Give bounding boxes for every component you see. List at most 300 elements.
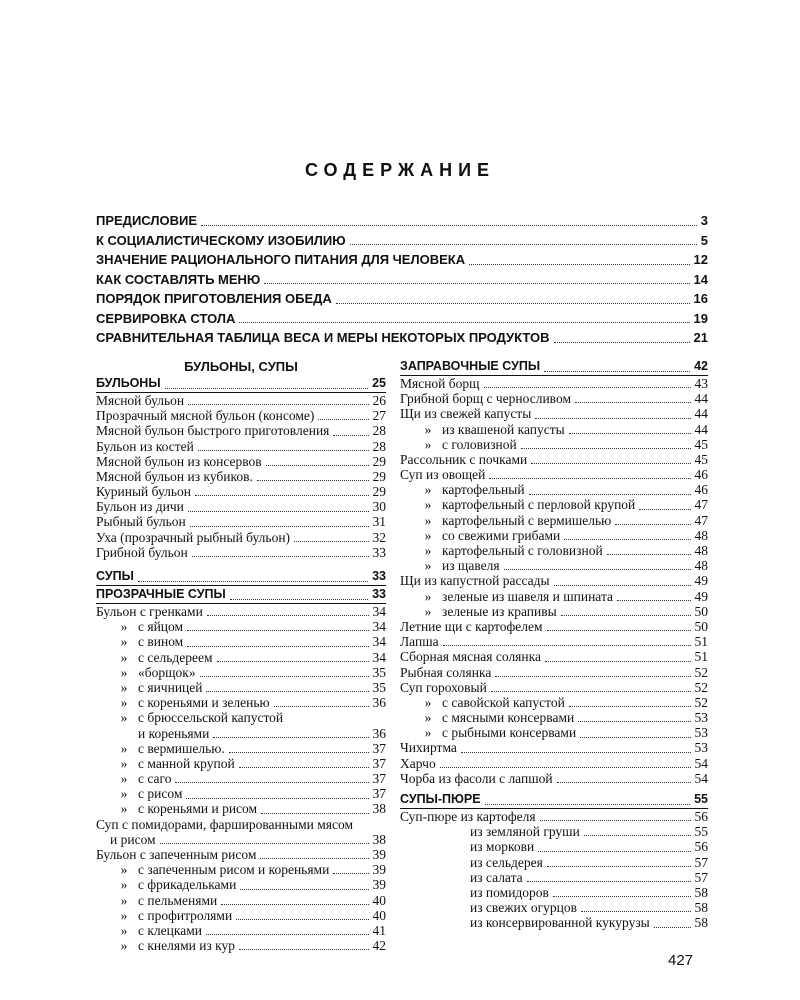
toc-entry-title: ПОРЯДОК ПРИГОТОВЛЕНИЯ ОБЕДА bbox=[96, 291, 332, 306]
ditto-mark: » bbox=[424, 512, 432, 528]
dot-leader bbox=[206, 934, 369, 935]
toc-entry-title: с пельменями bbox=[138, 892, 218, 908]
toc-entry bbox=[96, 604, 386, 619]
toc-entry-title: с рисом bbox=[138, 786, 183, 802]
toc-entry-page: 35 bbox=[372, 664, 386, 680]
dot-leader bbox=[554, 342, 690, 343]
ditto-mark: » bbox=[424, 421, 432, 437]
toc-entry bbox=[96, 893, 386, 908]
toc-entry-title: из щавеля bbox=[442, 558, 500, 574]
dot-leader bbox=[440, 767, 691, 768]
toc-entry bbox=[400, 391, 708, 406]
dot-leader bbox=[200, 676, 369, 677]
toc-main-entry bbox=[96, 309, 708, 329]
toc-entry-title: зеленые из крапивы bbox=[442, 603, 557, 619]
toc-entry-title: с профитролями bbox=[138, 907, 233, 923]
toc-entry bbox=[400, 513, 708, 528]
toc-entry-title: «борщок» bbox=[138, 664, 196, 680]
toc-entry-page: 46 bbox=[694, 482, 708, 498]
dot-leader bbox=[318, 419, 368, 420]
toc-main-list bbox=[96, 211, 708, 348]
toc-entry-title: и кореньями bbox=[138, 725, 210, 741]
toc-entry-title: Мясной бульон из кубиков. bbox=[96, 468, 253, 484]
ditto-mark: » bbox=[424, 558, 432, 574]
toc-entry bbox=[400, 634, 708, 649]
toc-entry-title: с яйцом bbox=[138, 619, 184, 635]
toc-entry-page: 46 bbox=[694, 467, 708, 483]
toc-entry-page: 55 bbox=[694, 792, 708, 807]
toc-entry bbox=[400, 741, 708, 756]
dot-leader bbox=[607, 554, 691, 555]
dot-leader bbox=[581, 911, 690, 912]
toc-entry-title: картофельный с перловой крупой bbox=[442, 497, 636, 513]
toc-entry-page: 49 bbox=[694, 573, 708, 589]
toc-entry-page: 53 bbox=[694, 740, 708, 756]
ditto-mark: » bbox=[120, 755, 128, 771]
toc-entry bbox=[400, 543, 708, 558]
toc-entry-title: Чорба из фасоли с лапшой bbox=[400, 770, 553, 786]
toc-entry-title: с головизной bbox=[442, 436, 517, 452]
toc-entry bbox=[96, 393, 386, 408]
toc-entry-page: 36 bbox=[372, 725, 386, 741]
toc-entry-page: 21 bbox=[693, 330, 708, 345]
ditto-mark: » bbox=[424, 482, 432, 498]
toc-entry-page: 50 bbox=[694, 618, 708, 634]
toc-entry bbox=[96, 832, 386, 847]
dot-leader bbox=[485, 804, 691, 805]
dot-leader bbox=[654, 927, 691, 928]
dot-leader bbox=[138, 581, 368, 582]
toc-entry-page: 14 bbox=[693, 271, 708, 287]
dot-leader bbox=[266, 465, 369, 466]
toc-entry-page: 49 bbox=[694, 588, 708, 604]
toc-entry-title: БУЛЬОНЫ bbox=[96, 376, 161, 390]
toc-entry-page: 45 bbox=[694, 436, 708, 452]
toc-entry-page: 41 bbox=[372, 922, 386, 938]
toc-entry-page: 39 bbox=[372, 877, 386, 893]
dot-leader bbox=[201, 225, 697, 226]
toc-entry bbox=[400, 839, 708, 854]
toc-entry-page: 48 bbox=[694, 558, 708, 574]
toc-entry-page: 26 bbox=[372, 392, 386, 408]
toc-entry bbox=[96, 726, 386, 741]
toc-entry-title: с савойской капустой bbox=[442, 694, 565, 710]
toc-entry-page: 37 bbox=[372, 786, 386, 802]
toc-right-column bbox=[400, 358, 708, 931]
toc-entry-title: Сборная мясная солянка bbox=[400, 649, 541, 665]
dot-leader bbox=[294, 541, 368, 542]
dot-leader bbox=[521, 448, 691, 449]
dot-leader bbox=[584, 835, 691, 836]
toc-entry-page: 51 bbox=[694, 634, 708, 650]
dot-leader bbox=[165, 388, 369, 389]
dot-leader bbox=[569, 706, 691, 707]
toc-entry bbox=[96, 619, 386, 634]
ditto-mark: » bbox=[120, 619, 128, 635]
toc-entry-page: 42 bbox=[694, 359, 708, 373]
toc-entry bbox=[96, 877, 386, 892]
dot-leader bbox=[188, 511, 369, 512]
toc-entry-title: Бульон из дичи bbox=[96, 499, 184, 515]
dot-leader bbox=[187, 646, 368, 647]
toc-entry-title: К СОЦИАЛИСТИЧЕСКОМУ ИЗОБИЛИЮ bbox=[96, 232, 346, 248]
dot-leader bbox=[190, 526, 369, 527]
toc-entry bbox=[96, 423, 386, 438]
toc-entry bbox=[96, 439, 386, 454]
toc-entry-title: с кореньями и рисом bbox=[138, 801, 258, 817]
toc-entry-page: 44 bbox=[694, 406, 708, 422]
section-title: БУЛЬОНЫ, СУПЫ bbox=[184, 359, 298, 374]
dot-leader bbox=[264, 283, 689, 284]
toc-entry-title: с рыбными консервами bbox=[442, 725, 577, 741]
dot-leader bbox=[186, 798, 368, 799]
dot-leader bbox=[274, 706, 369, 707]
dot-leader bbox=[484, 387, 691, 388]
dot-leader bbox=[206, 691, 368, 692]
page-title: СОДЕРЖАНИЕ bbox=[304, 160, 496, 180]
toc-entry-page: 43 bbox=[694, 375, 708, 391]
toc-entry-title: Мясной бульон быстрого приготовления bbox=[96, 423, 330, 439]
toc-entry-line bbox=[96, 710, 386, 725]
toc-entry bbox=[400, 452, 708, 467]
toc-entry bbox=[400, 665, 708, 680]
toc-entry-title: СУПЫ bbox=[96, 569, 134, 584]
toc-entry-title: Щи из свежей капусты bbox=[400, 406, 532, 422]
dot-leader bbox=[240, 889, 368, 890]
toc-entry bbox=[96, 862, 386, 877]
dot-leader bbox=[221, 904, 368, 905]
ditto-mark: » bbox=[120, 907, 128, 923]
toc-entry bbox=[400, 771, 708, 786]
ditto-mark: » bbox=[424, 543, 432, 559]
toc-entry-title: СРАВНИТЕЛЬНАЯ ТАБЛИЦА ВЕСА И МЕРЫ НЕКОТОРЫХ ПРОДУКТОВ bbox=[96, 330, 550, 345]
toc-entry bbox=[400, 725, 708, 740]
dot-leader bbox=[239, 767, 369, 768]
section-heading bbox=[400, 791, 708, 809]
dot-leader bbox=[336, 303, 690, 304]
ditto-mark: » bbox=[424, 436, 432, 452]
toc-entry-page: 37 bbox=[372, 771, 386, 787]
ditto-mark: » bbox=[424, 710, 432, 726]
ditto-mark: » bbox=[120, 786, 128, 802]
toc-entry-title: Рассольник с почками bbox=[400, 451, 528, 467]
toc-entry bbox=[400, 870, 708, 885]
toc-entry-page: 52 bbox=[694, 664, 708, 680]
toc-entry-title: Куриный бульон bbox=[96, 484, 191, 500]
toc-entry bbox=[400, 573, 708, 588]
toc-entry-title: картофельный с головизной bbox=[442, 543, 603, 559]
toc-entry-title: и рисом bbox=[110, 831, 156, 847]
ditto-mark: » bbox=[424, 588, 432, 604]
dot-leader bbox=[187, 630, 368, 631]
dot-leader bbox=[188, 404, 368, 405]
toc-entry-page: 53 bbox=[694, 710, 708, 726]
section-heading bbox=[96, 568, 386, 586]
toc-entry-title: Уха (прозрачный рыбный бульон) bbox=[96, 529, 291, 545]
dot-leader bbox=[553, 896, 691, 897]
dot-leader bbox=[615, 524, 690, 525]
toc-entry-page: 37 bbox=[372, 755, 386, 771]
toc-entry-page: 19 bbox=[693, 310, 708, 326]
toc-entry bbox=[96, 680, 386, 695]
toc-entry-page: 34 bbox=[372, 604, 386, 620]
dot-leader bbox=[561, 615, 691, 616]
toc-entry-title: Щи из капустной рассады bbox=[400, 573, 550, 589]
dot-leader bbox=[531, 463, 690, 464]
toc-entry-page: 58 bbox=[694, 900, 708, 916]
toc-entry-title: ПРЕДИСЛОВИЕ bbox=[96, 213, 197, 228]
toc-entry-page: 47 bbox=[694, 512, 708, 528]
toc-entry bbox=[96, 802, 386, 817]
dot-leader bbox=[578, 721, 690, 722]
toc-entry-page: 52 bbox=[694, 694, 708, 710]
toc-entry-title: Грибной борщ с черносливом bbox=[400, 391, 571, 407]
toc-entry-page: 50 bbox=[694, 603, 708, 619]
toc-entry bbox=[400, 604, 708, 619]
ditto-mark: » bbox=[424, 603, 432, 619]
dot-leader bbox=[260, 858, 368, 859]
toc-entry-title: с вином bbox=[138, 634, 184, 650]
toc-entry-title: зеленые из шавеля и шпината bbox=[442, 588, 614, 604]
toc-entry-page: 54 bbox=[694, 755, 708, 771]
toc-entry bbox=[400, 619, 708, 634]
toc-entry-page: 57 bbox=[694, 854, 708, 870]
toc-entry-page: 39 bbox=[372, 847, 386, 863]
toc-entry-title: с вермишелью. bbox=[138, 740, 225, 756]
toc-main-entry bbox=[96, 328, 708, 348]
toc-entry-title: ПРОЗРАЧНЫЕ СУПЫ bbox=[96, 587, 226, 602]
toc-entry-page: 29 bbox=[372, 468, 386, 484]
dot-leader bbox=[195, 495, 369, 496]
ditto-mark: » bbox=[120, 862, 128, 878]
dot-leader bbox=[217, 661, 369, 662]
toc-entry bbox=[400, 467, 708, 482]
toc-entry bbox=[400, 900, 708, 915]
toc-entry-title: с сельдереем bbox=[138, 649, 213, 665]
toc-entry-title: из консервированной кукурузы bbox=[470, 915, 650, 931]
toc-entry-page: 36 bbox=[372, 695, 386, 711]
toc-entry-title: из земляной груши bbox=[470, 824, 580, 840]
dot-leader bbox=[350, 244, 697, 245]
toc-entry bbox=[96, 515, 386, 530]
toc-entry-page: 55 bbox=[694, 824, 708, 840]
dot-leader bbox=[333, 873, 368, 874]
ditto-mark: » bbox=[120, 938, 128, 954]
dot-leader bbox=[213, 737, 368, 738]
toc-entry bbox=[400, 589, 708, 604]
ditto-mark: » bbox=[120, 801, 128, 817]
toc-entry-page: 5 bbox=[700, 232, 708, 248]
toc-entry bbox=[400, 680, 708, 695]
toc-entry bbox=[400, 649, 708, 664]
toc-entry-page: 37 bbox=[372, 740, 386, 756]
toc-entry bbox=[400, 528, 708, 543]
ditto-mark: » bbox=[120, 892, 128, 908]
dot-leader bbox=[575, 402, 691, 403]
dot-leader bbox=[469, 264, 689, 265]
toc-entry-page: 31 bbox=[372, 514, 386, 530]
toc-entry-title: СУПЫ-ПЮРЕ bbox=[400, 792, 481, 807]
toc-entry-page: 30 bbox=[372, 499, 386, 515]
dot-leader bbox=[495, 676, 690, 677]
dot-leader bbox=[538, 851, 690, 852]
toc-entry-page: 32 bbox=[372, 529, 386, 545]
dot-leader bbox=[540, 820, 691, 821]
dot-leader bbox=[239, 949, 368, 950]
toc-main-entry bbox=[96, 211, 708, 231]
dot-leader bbox=[443, 645, 691, 646]
toc-entry bbox=[96, 786, 386, 801]
section-heading bbox=[96, 375, 386, 393]
toc-entry-title: Суп-пюре из картофеля bbox=[400, 809, 536, 825]
dot-leader bbox=[547, 866, 691, 867]
ditto-mark: » bbox=[120, 664, 128, 680]
toc-entry bbox=[96, 908, 386, 923]
toc-main-entry bbox=[96, 289, 708, 309]
ditto-mark: » bbox=[120, 710, 128, 726]
dot-leader bbox=[230, 599, 368, 600]
toc-entry-title: со свежими грибами bbox=[442, 527, 561, 543]
ditto-mark: » bbox=[120, 649, 128, 665]
ditto-mark: » bbox=[120, 634, 128, 650]
dot-leader bbox=[229, 752, 369, 753]
toc-entry bbox=[96, 665, 386, 680]
toc-entry-page: 45 bbox=[694, 451, 708, 467]
toc-entry-page: 34 bbox=[372, 619, 386, 635]
toc-entry-title: Чихиртма bbox=[400, 740, 457, 756]
toc-left-column bbox=[96, 358, 386, 953]
dot-leader bbox=[160, 843, 369, 844]
dot-leader bbox=[239, 322, 689, 323]
toc-entry bbox=[96, 634, 386, 649]
toc-entry-title: из свежих огурцов bbox=[470, 900, 578, 916]
toc-entry-title: Мясной борщ bbox=[400, 375, 480, 391]
toc-entry-title: из сельдерея bbox=[470, 854, 543, 870]
toc-entry-page: 12 bbox=[693, 252, 708, 267]
toc-entry bbox=[96, 771, 386, 786]
toc-entry bbox=[400, 482, 708, 497]
toc-entry-title: ЗНАЧЕНИЕ РАЦИОНАЛЬНОГО ПИТАНИЯ ДЛЯ ЧЕЛОВЕКА bbox=[96, 252, 466, 267]
dot-leader bbox=[198, 450, 369, 451]
dot-leader bbox=[257, 480, 369, 481]
toc-entry-title: Лапша bbox=[400, 634, 439, 650]
toc-entry-title: Бульон с гренками bbox=[96, 604, 203, 620]
dot-leader bbox=[545, 661, 691, 662]
ditto-mark: » bbox=[120, 679, 128, 695]
dot-leader bbox=[580, 737, 690, 738]
toc-entry bbox=[400, 855, 708, 870]
dot-leader bbox=[261, 813, 368, 814]
toc-main-entry bbox=[96, 250, 708, 270]
toc-entry-page: 44 bbox=[694, 391, 708, 407]
ditto-mark: » bbox=[424, 694, 432, 710]
toc-entry-title: с яичницей bbox=[138, 679, 203, 695]
toc-entry-page: 16 bbox=[693, 291, 708, 306]
toc-entry bbox=[96, 499, 386, 514]
toc-entry bbox=[400, 756, 708, 771]
toc-entry bbox=[400, 710, 708, 725]
toc-entry bbox=[96, 847, 386, 862]
ditto-mark: » bbox=[120, 771, 128, 787]
dot-leader bbox=[554, 585, 691, 586]
toc-entry bbox=[96, 923, 386, 938]
toc-entry-title: Суп гороховый bbox=[400, 679, 487, 695]
toc-entry-page: 44 bbox=[694, 421, 708, 437]
toc-entry bbox=[96, 741, 386, 756]
toc-entry bbox=[96, 695, 386, 710]
toc-entry-page: 48 bbox=[694, 527, 708, 543]
toc-entry-page: 38 bbox=[372, 801, 386, 817]
toc-entry-page: 56 bbox=[694, 839, 708, 855]
dot-leader bbox=[236, 919, 368, 920]
toc-entry-title: Мясной бульон из консервов bbox=[96, 453, 262, 469]
toc-entry bbox=[96, 650, 386, 665]
toc-entry bbox=[400, 376, 708, 391]
toc-entry-page: 57 bbox=[694, 869, 708, 885]
toc-entry bbox=[96, 545, 386, 560]
toc-entry-title: с кнелями из кур bbox=[138, 938, 236, 954]
toc-entry-page: 33 bbox=[372, 587, 386, 602]
dot-leader bbox=[569, 433, 691, 434]
toc-main-entry bbox=[96, 270, 708, 290]
toc-entry bbox=[96, 756, 386, 771]
toc-entry bbox=[400, 809, 708, 824]
toc-entry-title: Летние щи с картофелем bbox=[400, 618, 543, 634]
toc-entry-page: 40 bbox=[372, 907, 386, 923]
toc-entry bbox=[96, 454, 386, 469]
toc-entry bbox=[400, 498, 708, 513]
toc-entry-title: с саго bbox=[138, 771, 172, 787]
toc-entry-title: с запеченным рисом и кореньями bbox=[138, 862, 330, 878]
dot-leader bbox=[544, 371, 690, 372]
toc-entry-title: Рыбный бульон bbox=[96, 514, 186, 530]
dot-leader bbox=[504, 569, 691, 570]
dot-leader bbox=[527, 881, 691, 882]
toc-entry-page: 33 bbox=[372, 569, 386, 584]
toc-entry-title: из квашеной капусты bbox=[442, 421, 565, 437]
section-heading bbox=[96, 586, 386, 604]
dot-leader bbox=[491, 691, 691, 692]
ditto-mark: » bbox=[424, 527, 432, 543]
dot-leader bbox=[535, 418, 690, 419]
toc-entry-title: СЕРВИРОВКА СТОЛА bbox=[96, 310, 236, 326]
dot-leader bbox=[547, 630, 691, 631]
toc-entry-title: КАК СОСТАВЛЯТЬ МЕНЮ bbox=[96, 271, 261, 287]
toc-entry-title: из моркови bbox=[470, 839, 535, 855]
toc-entry bbox=[400, 437, 708, 452]
toc-entry bbox=[400, 422, 708, 437]
toc-entry-title: Мясной бульон bbox=[96, 392, 185, 408]
toc-entry-title: Рыбная солянка bbox=[400, 664, 492, 680]
toc-entry-page: 27 bbox=[372, 408, 386, 424]
ditto-mark: » bbox=[120, 695, 128, 711]
toc-entry-page: 3 bbox=[700, 213, 708, 228]
toc-entry bbox=[96, 469, 386, 484]
toc-entry-page: 42 bbox=[372, 938, 386, 954]
dot-leader bbox=[192, 556, 369, 557]
toc-entry-page: 34 bbox=[372, 634, 386, 650]
toc-entry-page: 47 bbox=[694, 497, 708, 513]
toc-entry-page: 34 bbox=[372, 649, 386, 665]
toc-entry bbox=[400, 406, 708, 421]
toc-entry-title: Харчо bbox=[400, 755, 436, 771]
toc-entry-title: Суп из овощей bbox=[400, 467, 486, 483]
toc-entry bbox=[96, 484, 386, 499]
toc-entry bbox=[96, 530, 386, 545]
dot-leader bbox=[489, 478, 690, 479]
toc-entry-page: 56 bbox=[694, 809, 708, 825]
ditto-mark: » bbox=[120, 877, 128, 893]
